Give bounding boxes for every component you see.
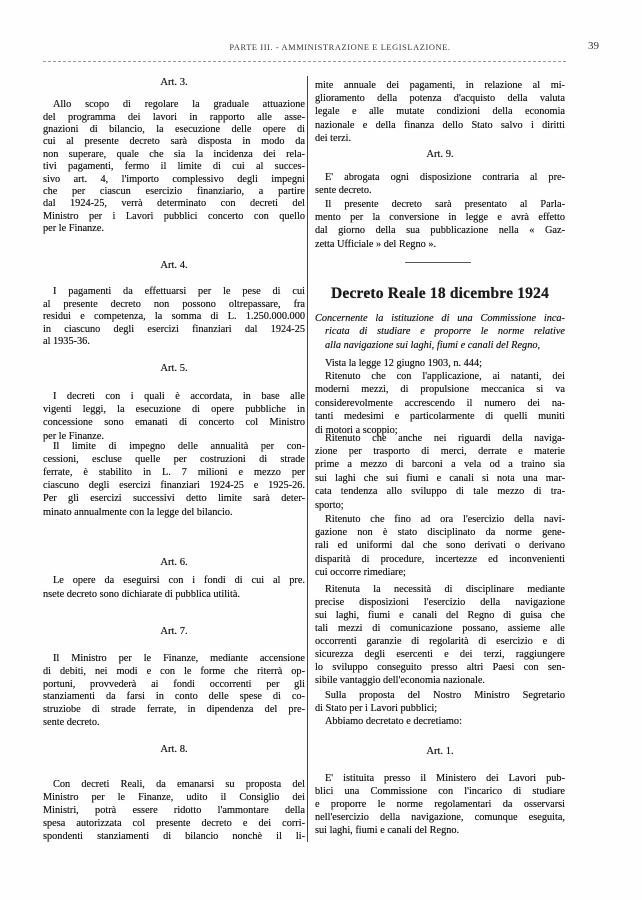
page-number: 39 [588,40,599,52]
decree-subtitle [315,312,565,353]
text-line: spesa autorizzata col presente decreto e dei corri- [43,817,305,829]
text-line: dal 1924-25, verrà determinato con decreti del [43,198,305,210]
text-line: Con decreti Reali, da emanarsi su proposta del [53,778,305,790]
paragraph [43,778,305,843]
document-page: PARTE III. - AMMINISTRAZIONE E LEGISLAZIONE. 39 Art. 3. Allo scopo di regolare la graduale attuazione del programma dei lavori in rapporto alle asse- gnazioni di bilancio, la esecuzione delle opere di cui al presente decreto sarà disposta in modo da non superare, quale che sia la incidenza dei rela- tivi pagamenti, fermo il limite di cui al succes- sivo art. 4, l'importo complessivo degli impegni che per ciascun esercizio finanziario, a partire dal 1924-25, verrà determinato con decreti del Ministro per i Lavori pubblici concerto con quello per le Finanze. Art. 4. I pagamenti da effettuarsi per le pese di cui al presente decreto non possono oltrepassare, fra residui e competenza, la somma di L. 1.250.000.000 in ciascuno degli esercizi finanziari dal 1924-25 al 1935-36. Art. 5. I decreti con i quali è accordata, in base alle vigenti leggi, la esecuzione di opere pubbliche in concessione sono emanati di concerto col Ministro per le Finanze. Il limite di impegno delle annualità per con- cessioni, escluse quelle per costruzioni di strade ferrate, è stabilito in L. 7 milioni e mezzo per ciascuno degli esercizi finanziari 1924-25 e 1925-26. Per gli esercizi successivi detto limite sarà deter- minato annualmente con la legge del bilancio. Art. 6. Le opere da eseguirsi con i fondi di cui al pre. nsete decreto sono dichiarate di pubblica utilità. Art. 7. Il Ministro per le Finanze, mediante accensione di debiti, nei modi e con le forme che riterrà op- portuni, provvederà ai fondi occorrenti per gli stanziamenti da farsi in conto delle spese di co- struziobe di strade ferrate, in dipendenza del pre- sente decreto. Art. 8. Con decreti Reali, da emanarsi su proposta del Ministro per le Finanze, udito il Consiglio dei Ministri, potrà essere ridotto l'ammontare della spesa autorizzata col presente decreto e dei corri- spondenti stanziamenti di bilancio nonchè il li- mite annuale dei pagamenti, in relazione al mi- glioramento della potenza d'acquisto della valuta legale e alle mutate condizioni della economia nazionale e della finanza dello Stato salvo i diritti dei terzi. Art. 9. E' abrogata ogni disposizione contraria al pre- sente decreto. Il presente decreto sarà presentato al Parla- mento per la conversione in legge e avrà effetto dal giorno della sua pubblicazione nella « Gaz- zetta Ufficiale » del Regno ». Decreto Reale 18 dicembre 1924 Concernente la istituzione di una Commissione inca- ricata di studiare e proporre le norme relative alla navigazione sui laghi, fiumi e canali del Regno, Vista la legge 12 giugno 1903, n. 444; Ritenuto che con l'applicazione, ai natanti, dei moderni mezzi, di propulsione meccanica si va considerevolmente accrescendo il numero dei na- tanti medesimi e particolarmente di quelli muniti di motori a scoppio; Ritenuto che anche nei riguardi della naviga- zione per trasporto di merci, derrate e materie prime a mezzo di barconi a vela od a traino sia sui laghi che sui fiumi e canali si nota una mar- cata tendenza allo sviluppo di tale mezzo di tra- sporto; Ritenuto che fino ad ora l'esercizio della navi- gazione non è stato disciplinato da norme gene- rali ed uniformi dal che sono derivati o derivano disparità di procedure, incertezze ed inconvenienti cui occorre rimediare; Ritenuta la necessità di disciplinare mediante precise disposizioni l'esercizio della navigazione sui laghi, fiumi e canali del Regno di guisa che tali mezzi di comunicazione possano, assieme alle occorrenti garanzie di regolarità di esercizio e di sicurezza degli esercenti e dei terzi, raggiungere lo sviluppo conseguito presso altri Paesi con sen- sibile vantaggio dell'economia nazionale. Sulla proposta del Nostro Ministro Segretario di Stato per i Lavori pubblici; Abbiamo decretato e decretiamo: Art. 1. E' istituita presso il Ministero dei Lavori pub- blici una Commissione con l'incarico di studiare e proporre le norme regolamentari da osservarsi nell'esercizio della navigazione, comunque eseguita, sui laghi, fiumi e canali del Regno. [0,0,642,900]
section-separator [405,262,471,263]
article-heading: Art. 8. [160,743,188,755]
paragraph [43,390,305,443]
text-line: al 1935-36. [43,336,90,348]
paragraph [43,653,305,730]
text-line: moderni mezzi, di propulsione meccanica si va [315,384,565,396]
text-line: Ministro per le Finanze, udito il Consiglio dei [43,791,305,803]
text-line: alla navigazione sui laghi, fiumi e canali del Regno, [325,339,541,351]
text-line: sui laghi, fiumi e canali del Regno di guisa che [315,609,565,621]
text-line: considerevolmente accrescendo il numero dei na- [315,397,565,409]
text-line: Per gli esercizi successivi detto limite sarà deter- [43,493,305,505]
paragraph [315,370,565,438]
text-line: Il Ministro per le Finanze, mediante accensione [53,652,305,664]
text-line: zione per trasporto di merci, derrate e materie [315,446,565,458]
text-line: occorrenti garanzie di regolarità di esercizio e di [315,636,565,648]
text-line: che per ciascun esercizio finanziario, a partire [43,185,305,197]
text-line: tali mezzi di comunicazione possano, assieme alle [315,623,565,635]
paragraph [315,171,565,198]
paragraph [315,79,565,145]
text-line: ferrate, è stabilito in L. 7 milioni e mezzo per [43,467,305,479]
text-line: per le Finanze. [43,223,104,235]
paragraph [315,583,565,688]
paragraph [315,772,565,838]
text-line: precise disposizioni l'esercizio della navigazione [315,596,565,608]
text-line: glioramento della potenza d'acquisto della valuta [315,92,565,104]
text-line: gnazioni di bilancio, la esecuzione delle opere di [43,123,305,135]
article-heading: Art. 7. [160,625,188,637]
text-line: rali ed uniformi dal che sono derivati o derivano [315,540,565,552]
text-line: E' istituita presso il Ministero dei Lavori pub- [325,772,565,784]
text-line: struziobe di strade ferrate, in dipendenza del pre- [43,704,305,716]
paragraph [43,99,305,235]
text-line: portuni, provvederà ai fondi occorrenti per gli [43,678,305,690]
article-heading: Art. 3. [160,76,188,88]
text-line: del programma dei lavori in rapporto alle asse- [43,111,305,123]
article-heading: Art. 9. [426,148,454,160]
text-line: Ritenuta la necessità di disciplinare mediante [325,583,565,595]
running-head: PARTE III. - AMMINISTRAZIONE E LEGISLAZIONE. [229,43,451,52]
text-line: Ritenuto che fino ad ora l'esercizio della navi- [325,513,565,525]
text-line: Allo scopo di regolare la graduale attuazione [53,99,305,111]
text-line: di debiti, nei modi e con le forme che riterrà op- [43,665,305,677]
text-line: ricata di studiare e proporre le norme relative [325,326,565,338]
text-line: cata tendenza allo sviluppo di tale mezzo di tra- [315,486,565,498]
text-line: sicurezza degli esercenti e dei terzi, raggiungere [315,649,565,661]
text-line: mento per la conversione in legge e avrà effetto [315,212,565,224]
header-rule [43,61,566,62]
paragraph [43,286,305,349]
article-heading: Art. 4. [160,259,188,271]
text-line: tanti medesimi e particolarmente di quelli muniti [315,411,565,423]
text-line: I decreti con i quali è accordata, in base alle [53,390,305,402]
paragraph [315,432,565,512]
column-divider [307,76,308,842]
text-line: Il limite di impegno delle annualità per con- [53,440,305,452]
text-line: non superare, quale che sia la incidenza dei rela- [43,148,305,160]
text-line: Ministri, potrà essere ridotto l'ammontare della [43,804,305,816]
text-line: zetta Ufficiale » del Regno ». [315,238,437,250]
paragraph [315,513,565,579]
text-line: sente decreto. [43,716,100,728]
text-line: legale e alle mutate condizioni della economia [315,106,565,118]
text-line: Sulla proposta del Nostro Ministro Segretario [325,689,565,701]
text-line: spondenti stanziamenti di bilancio nonchè il li- [43,830,305,842]
text-line: al presente decreto non possono oltrepassare, fra [43,298,305,310]
text-line: sporto; [315,499,344,511]
text-line: sibile vantaggio dell'economia nazionale. [315,675,485,687]
text-line: lo sviluppo conseguito presso altri Paesi con sen- [315,662,565,674]
article-heading: Art. 1. [426,745,454,757]
text-line: Ritenuto che con l'applicazione, ai natanti, dei [325,370,565,382]
text-line: concessione sono emanati di concerto col Ministro [43,417,305,429]
text-line: Il presente decreto sarà presentato al Parla- [325,198,565,210]
text-line: nazionale e della finanza dello Stato salvo i diritti [315,119,565,131]
text-line: nsete decreto sono dichiarate di pubblica utilità. [43,589,241,601]
text-line: Le opere da eseguirsi con i fondi di cui al pre. [53,575,305,587]
text-line: di motori a scoppio; [315,424,398,436]
text-line: minato annualmente con la legge del bilancio. [43,506,233,518]
text-line: I pagamenti da effettuarsi per le pese di cui [53,286,305,298]
text-line: blici una Commissione con l'incarico di studiare [315,785,565,797]
text-line: tivi pagamenti, fermo il limite di cui al succes- [43,161,305,173]
text-line: residui e competenza, la somma di L. 1.250.000.000 [43,311,305,323]
paragraph [315,689,565,715]
text-line: sente decreto. [315,185,372,197]
paragraph [315,198,565,252]
article-heading: Art. 6. [160,556,188,568]
text-line: dal giorno della sua pubblicazione nella « Gaz- [315,225,565,237]
text-line: gazione non è stato disciplinato da norme gene- [315,526,565,538]
text-line: e proporre le norme regolamentari da osservarsi [315,799,565,811]
text-line: stanziamenti da farsi in conto delle spese di co- [43,691,305,703]
article-heading: Art. 5. [160,362,188,374]
text-line: cui occorre rimediare; [315,566,406,578]
text-line: vigenti leggi, la esecuzione di opere pubbliche in [43,403,305,415]
text-line: sivo art. 4, l'importo complessivo degli impegni [43,173,305,185]
text-line: di Stato per i Lavori pubblici; [315,702,438,714]
text-line: nell'esercizio della navigazione, comunque eseguita, [315,812,565,824]
decree-title: Decreto Reale 18 dicembre 1924 [330,284,550,302]
text-line: E' abrogata ogni disposizione contraria al pre- [325,171,565,183]
text-line: ciascuno degli esercizi finanziari 1924-25 e 1925-26. [43,480,305,492]
paragraph [43,574,305,602]
text-line: per le Finanze. [43,430,104,442]
text-line: Concernente la istituzione di una Commissione inca- [315,312,565,324]
text-line: sui laghi che sui fiumi e canali si nota una mar- [315,472,565,484]
text-line: sui laghi, fiumi e canali del Regno. [315,825,460,837]
text-line: cessioni, escluse quelle per costruzioni di strade [43,453,305,465]
text-line: dei terzi. [315,132,352,144]
text-line: Ministro per i Lavori pubblici concerto con quello [43,210,305,222]
text-line: mite annuale dei pagamenti, in relazione al mi- [315,79,565,91]
text-line: disparità di procedure, incertezze ed inconvenienti [315,553,565,565]
text-line: Ritenuto che anche nei riguardi della naviga- [325,432,565,444]
paragraph [43,440,305,519]
text-line: cui al presente decreto sarà disposta in modo da [43,136,305,148]
text-line: prime a mezzo di barconi a vela od a traino sia [315,459,565,471]
text-line: in ciascuno degli esercizi finanziari dal 1924-25 [43,323,305,335]
